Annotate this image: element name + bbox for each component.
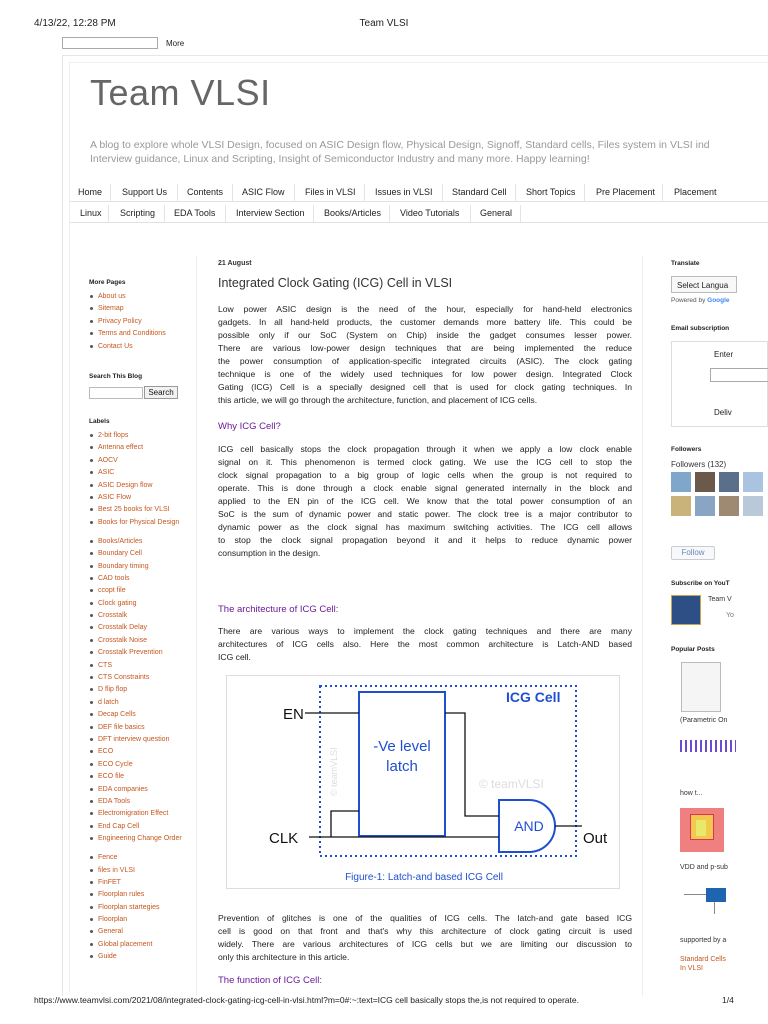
text-line: architectures of ICG cells also. Here the most common architecture is Latch-AND based (218, 639, 632, 649)
text-line: signal on it. This phenomenon is termed clock gating. We use the ICG cell to stop the (218, 457, 632, 467)
blogger-navbar (62, 37, 768, 51)
label-item[interactable]: Electromigration Effect (89, 810, 182, 822)
label-item[interactable]: AOCV (89, 457, 182, 469)
label-item[interactable]: CTS (89, 662, 182, 674)
label-item[interactable]: ECO Cycle (89, 761, 182, 773)
follower-avatar[interactable] (743, 472, 763, 492)
blog-search-input[interactable] (89, 387, 143, 399)
text-line: this article, we will go through the architecture, function, and placement of ICG cells. (218, 395, 538, 405)
blog-title[interactable]: Team VLSI (90, 72, 271, 113)
text-line: There are various ways to implement the clock gating techniques and there are many (218, 626, 632, 636)
subscribe-heading: Subscribe on YouT (671, 580, 730, 587)
more-pages-list (89, 293, 166, 355)
blog-description (90, 138, 750, 166)
text-line: There are various low-power design techniques that are being implemented the reduce (218, 343, 632, 353)
label-item[interactable]: Antenna effect (89, 444, 182, 456)
label-item[interactable]: Floorplan startegies (89, 904, 182, 916)
icg-cell-label: ICG Cell (506, 689, 561, 705)
tab-files-in-vlsi[interactable]: Files in VLSI (305, 187, 356, 197)
tab-standard-cell[interactable]: Standard Cell (452, 187, 507, 197)
page-url: https://www.teamvlsi.com/2021/08/integrated-clock-gating-icg-cell-in-vlsi.html?m=0#:~:text=ICG cell basically stops the,is not required to operate. (34, 995, 579, 1005)
watermark-vertical: © teamVLSI (329, 747, 339, 796)
page-number: 1/4 (722, 995, 734, 1005)
text-line: ICG cell. (218, 652, 251, 662)
tab-interview-section[interactable]: Interview Section (236, 208, 305, 218)
blog-description-line: Interview guidance, Linux and Scripting, Insight of Semiconductor Industry and many more. Happy learning! (90, 153, 590, 165)
label-item[interactable]: FinFET (89, 879, 182, 891)
print-title: Team VLSI (359, 18, 409, 29)
text-line: ICG cell basically stops the clock propagation through it when we apply a low clock enable (218, 444, 632, 454)
label-item[interactable]: Crosstalk Delay (89, 624, 182, 636)
label-item[interactable]: DEF file basics (89, 724, 182, 736)
label-item[interactable]: Global placement (89, 941, 182, 953)
tab-support-us[interactable]: Support Us (122, 187, 168, 197)
page-tabs-row1 (70, 182, 768, 202)
more-pages-item[interactable]: Contact Us (89, 343, 166, 355)
icg-figure (226, 675, 620, 889)
text-line: only this architecture in this article. (218, 952, 350, 962)
follower-avatar[interactable] (743, 496, 763, 516)
text-line: SoC is the sum of dynamic power and static power. The clock tree is a major contributor to (218, 509, 632, 519)
text-line: possible only if our SoC (System on Chip) inside the gadget consumes lesser power. (218, 330, 632, 340)
labels-heading: Labels (89, 418, 110, 425)
popular-post-thumbnail[interactable] (680, 740, 736, 752)
label-item[interactable]: ASIC (89, 469, 182, 481)
icg-diagram (227, 676, 621, 890)
follower-avatar[interactable] (719, 472, 739, 492)
label-item[interactable]: files in VLSI (89, 867, 182, 879)
tab-short-topics[interactable]: Short Topics (526, 187, 576, 197)
label-item[interactable]: Decap Cells (89, 711, 182, 723)
label-item[interactable]: ccopt file (89, 587, 182, 599)
label-item[interactable]: Clock gating (89, 600, 182, 612)
label-item[interactable]: Crosstalk (89, 612, 182, 624)
search-blog-heading: Search This Blog (89, 373, 143, 380)
column-divider (196, 256, 197, 996)
text-line: gadgets. In all hand-held products, the customer demands more battery life. This could be (218, 317, 632, 327)
post-title: Integrated Clock Gating (ICG) Cell in VLSI (218, 276, 453, 290)
why-icg-paragraph (218, 443, 632, 560)
powered-by-google (671, 297, 730, 304)
email-subscription-box (671, 341, 768, 427)
why-icg-heading: Why ICG Cell? (218, 421, 281, 432)
label-item[interactable]: Boundary Cell (89, 550, 182, 562)
more-pages-item[interactable]: Privacy Policy (89, 318, 166, 330)
popular-post-thumbnail[interactable] (680, 808, 724, 852)
followers-grid (671, 472, 768, 544)
label-item[interactable]: Floorplan rules (89, 891, 182, 903)
tab-home[interactable]: Home (78, 187, 103, 197)
label-item[interactable]: ASIC Design flow (89, 482, 182, 494)
tab-placement[interactable]: Placement (674, 187, 717, 197)
label-item[interactable]: Floorplan (89, 916, 182, 928)
label-item[interactable]: 2-bit flops (89, 432, 182, 444)
follow-button[interactable]: Follow (671, 546, 715, 560)
text-line: the power consumption of application-specific integrated circuits (ASIC). The clock gating (218, 356, 632, 366)
label-item-text: Engineering Change Order (98, 835, 182, 843)
powered-by-text: Powered by (671, 297, 706, 304)
channel-subscribe[interactable]: Yo (726, 612, 734, 619)
text-line: widely. There are various architectures of ICG cells but we are limiting our discussion to (218, 939, 632, 949)
column-divider (642, 256, 643, 996)
blog-search-button[interactable]: Search (144, 386, 178, 399)
navbar-more-link[interactable]: More (166, 39, 185, 48)
tab-contents[interactable]: Contents (187, 187, 224, 197)
follower-avatar[interactable] (671, 472, 691, 492)
popular-posts-heading: Popular Posts (671, 646, 715, 653)
architecture-heading: The architecture of ICG Cell: (218, 604, 339, 615)
print-datetime: 4/13/22, 12:28 PM (34, 18, 116, 29)
label-item[interactable]: Crosstalk Prevention (89, 649, 182, 661)
tab-books-articles[interactable]: Books/Articles (324, 208, 382, 218)
tab-scripting[interactable]: Scripting (120, 208, 156, 218)
label-item[interactable]: Boundary timing (89, 563, 182, 575)
email-deliver-label: Deliv (714, 408, 732, 417)
tab-linux[interactable]: Linux (80, 208, 102, 218)
label-item[interactable]: Crosstalk Noise (89, 637, 182, 649)
popular-post-title[interactable]: supported by a (680, 937, 727, 944)
text-line: Low power ASIC design is the need of the hour, especially for hand-held electronics (218, 304, 632, 314)
page-tabs-row2 (70, 203, 768, 223)
more-pages-item[interactable]: Sitemap (89, 305, 166, 317)
text-line: technique is one of the widely used techniques for low power design. Integrated Clock (218, 369, 632, 379)
text-line: dynamic power as the clock signal has maximum switching activities. The ICG cell allows (218, 522, 632, 532)
latch-to-and-wire (445, 713, 499, 816)
email-input[interactable] (710, 368, 768, 382)
more-pages-item[interactable]: About us (89, 293, 166, 305)
follower-avatar[interactable] (695, 472, 715, 492)
text-line: cell is good on that front and that's why this architecture of clock gating circuit is used (218, 926, 632, 936)
label-item[interactable]: End Cap Cell (89, 823, 182, 835)
popular-post-link[interactable]: In VLSI (680, 965, 703, 972)
latch-label-2: latch (386, 758, 418, 775)
glitch-paragraph (218, 912, 632, 964)
label-item[interactable]: Guide (89, 953, 182, 965)
follower-avatar[interactable] (671, 496, 691, 516)
channel-name[interactable]: Team V (708, 596, 732, 603)
popular-post-link[interactable]: Standard Cells (680, 956, 726, 963)
language-select-value: Select Langua (677, 281, 729, 290)
label-item-text: Books for Physical Design (98, 518, 180, 526)
label-item[interactable]: DFT interview question (89, 736, 182, 748)
tab-pre-placement[interactable]: Pre Placement (596, 187, 656, 197)
label-item[interactable]: ASIC Flow (89, 494, 182, 506)
label-item[interactable]: ECO (89, 748, 182, 760)
and-label: AND (514, 818, 544, 834)
text-line: operate. This is done through a clock enable signal generated internally in the block and (218, 483, 632, 493)
followers-heading: Followers (671, 446, 702, 453)
followers-count: Followers (132) (671, 460, 727, 469)
popular-post-thumbnail[interactable] (684, 882, 728, 914)
out-label: Out (583, 830, 608, 847)
email-enter-label: Enter (714, 350, 734, 359)
tab-asic-flow[interactable]: ASIC Flow (242, 187, 285, 197)
en-label: EN (283, 706, 304, 723)
label-item[interactable]: EDA Tools (89, 798, 182, 810)
tab-general[interactable]: General (480, 208, 513, 218)
watermark: © teamVLSI (479, 777, 544, 791)
text-line: applied to the EN pin of the ICG cell. We know that the total power consumption of an (218, 496, 632, 506)
email-subscription-heading: Email subscription (671, 325, 730, 332)
popular-post-title[interactable]: VDD and p-sub (680, 864, 728, 871)
label-item[interactable]: d latch (89, 699, 182, 711)
text-line: to stop the clock signal propagation beyond it and it helps to reduce dynamic power (218, 535, 632, 545)
label-item[interactable]: EDA companies (89, 786, 182, 798)
figure-caption: Figure-1: Latch-and based ICG Cell (345, 872, 503, 883)
text-line: consumption in the design. (218, 548, 321, 558)
latch-label-1: -Ve level (373, 738, 431, 755)
channel-logo[interactable] (671, 595, 701, 625)
label-item[interactable]: Fence (89, 854, 182, 866)
more-pages-heading: More Pages (89, 279, 126, 286)
popular-post-title[interactable]: (Parametric On (680, 717, 728, 724)
label-item[interactable]: Books/Articles (89, 538, 182, 550)
text-line: clock signal propagation to a big group of logic cells when the group is not required to (218, 470, 632, 480)
popular-post-title[interactable]: how t... (680, 790, 703, 797)
labels-list (89, 432, 182, 966)
google-logo-text: Google (707, 297, 730, 304)
post-date: 21 August (218, 260, 252, 267)
label-item[interactable]: ECO file (89, 773, 182, 785)
more-pages-item[interactable]: Terms and Conditions (89, 330, 166, 342)
follower-avatar[interactable] (695, 496, 715, 516)
tab-video-tutorials[interactable]: Video Tutorials (400, 208, 460, 218)
clk-to-latch-wire (331, 811, 359, 837)
label-item[interactable]: D flip flop (89, 686, 182, 698)
tab-eda-tools[interactable]: EDA Tools (174, 208, 216, 218)
label-item[interactable]: CAD tools (89, 575, 182, 587)
blog-description-line: A blog to explore whole VLSI Design, focused on ASIC Design flow, Physical Design, Signoff, Standard cells, Files system in VLSI ind (90, 139, 710, 151)
translate-heading: Translate (671, 260, 700, 267)
label-item[interactable]: CTS Constraints (89, 674, 182, 686)
print-header (0, 0, 768, 36)
text-line: Gating (ICG) Cell is a specially designed cell that is used for clock gating techniques. In (218, 382, 632, 392)
function-heading: The function of ICG Cell: (218, 975, 323, 986)
label-item[interactable] (89, 519, 182, 538)
text-line: Prevention of glitches is one of the qualities of ICG cells. The latch-and gate based ICG (218, 913, 632, 923)
post-intro-paragraph (218, 303, 632, 407)
popular-post-thumbnail[interactable] (681, 662, 721, 712)
navbar-search-input[interactable] (62, 37, 158, 49)
clk-label: CLK (269, 830, 299, 847)
language-select[interactable] (671, 276, 737, 293)
label-item[interactable]: Best 25 books for VLSI (89, 506, 182, 518)
follower-avatar[interactable] (719, 496, 739, 516)
architecture-paragraph (218, 625, 632, 664)
tab-issues-in-vlsi[interactable]: Issues in VLSI (375, 187, 433, 197)
label-item[interactable]: General (89, 928, 182, 940)
label-item[interactable] (89, 835, 182, 854)
